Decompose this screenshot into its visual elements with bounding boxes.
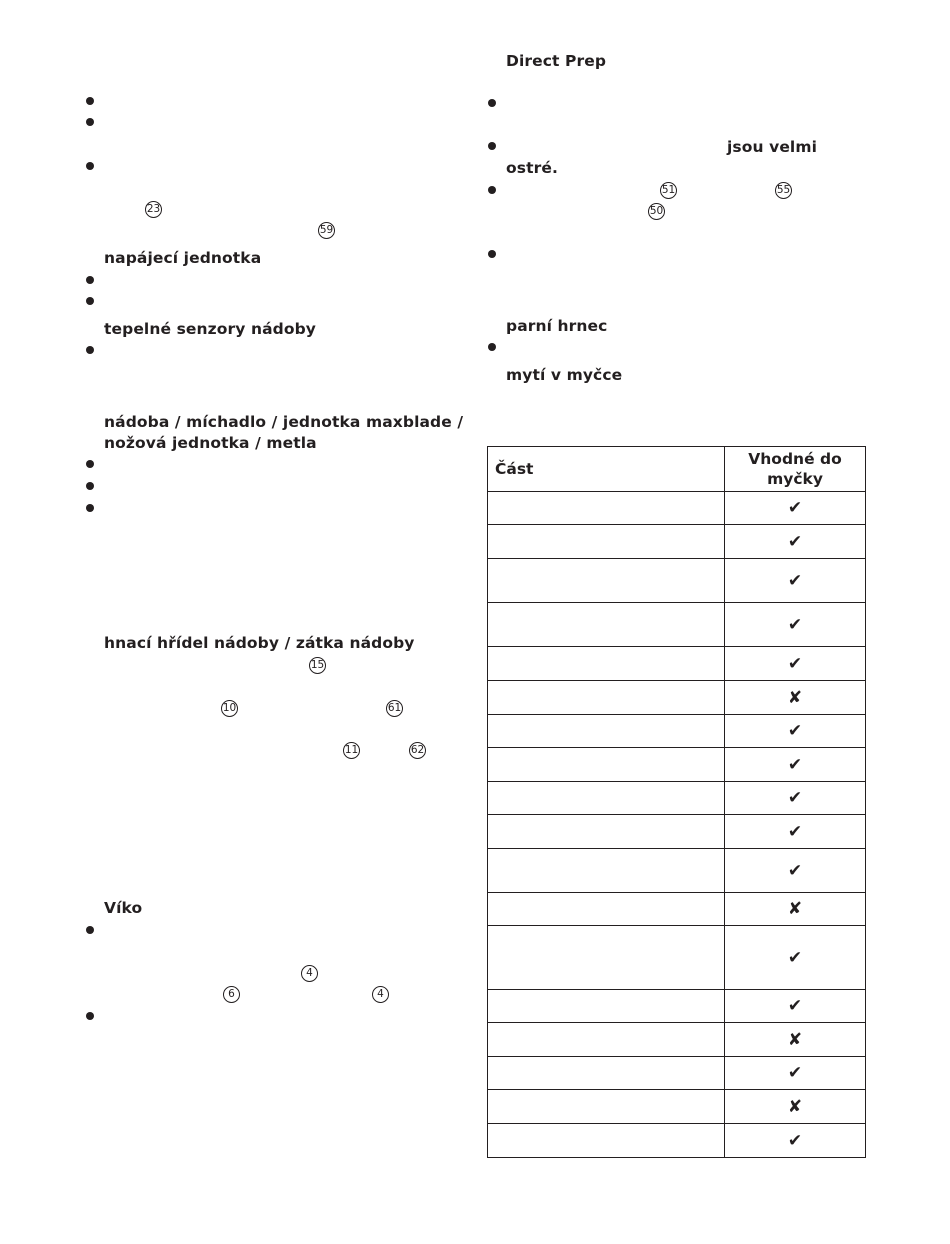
ref-number-23: 23	[145, 201, 162, 218]
part-cell	[488, 1057, 725, 1090]
table-row	[488, 715, 866, 748]
table-row	[488, 1057, 866, 1090]
part-cell	[488, 893, 725, 926]
bullet	[488, 142, 496, 150]
mark-cell: ✔	[725, 926, 866, 990]
heading-viko: Víko	[104, 899, 143, 917]
bullet	[86, 460, 94, 468]
ref-number-61: 61	[386, 700, 403, 717]
part-cell	[488, 559, 725, 603]
ref-number-6: 6	[223, 986, 240, 1003]
table-row	[488, 559, 866, 603]
bullet	[86, 504, 94, 512]
ref-number-55: 55	[775, 182, 792, 199]
table-row	[488, 849, 866, 893]
part-cell	[488, 926, 725, 990]
part-cell	[488, 1023, 725, 1057]
column-header-dishwasher-safe	[725, 447, 866, 492]
heading-napajeci-jednotka: napájecí jednotka	[104, 249, 262, 267]
header-safe-line2: myčky	[767, 470, 823, 488]
bullet	[488, 186, 496, 194]
table-row	[488, 748, 866, 782]
bullet	[86, 276, 94, 284]
ref-number-15: 15	[309, 657, 326, 674]
table-row	[488, 815, 866, 849]
table-row	[488, 1023, 866, 1057]
mark-cell: ✔	[725, 647, 866, 681]
dishwasher-safe-table	[487, 446, 866, 1158]
part-cell	[488, 715, 725, 748]
warning-velmi-ostre-2: ostré.	[506, 159, 558, 177]
header-safe-line1: Vhodné do	[748, 450, 842, 468]
bullet	[86, 297, 94, 305]
bullet	[86, 482, 94, 490]
heading-hnaci-hridel: hnací hřídel nádoby / zátka nádoby	[104, 634, 415, 652]
table-row	[488, 647, 866, 681]
mark-cell: ✔	[725, 849, 866, 893]
ref-number-10: 10	[221, 700, 238, 717]
bullet	[488, 343, 496, 351]
heading-nadoba-line1: nádoba / míchadlo / jednotka maxblade /	[104, 413, 464, 431]
part-cell	[488, 681, 725, 715]
mark-cell: ✔	[725, 715, 866, 748]
part-cell	[488, 647, 725, 681]
bullet	[86, 346, 94, 354]
ref-number-51: 51	[660, 182, 677, 199]
ref-number-11: 11	[343, 742, 360, 759]
table-row	[488, 926, 866, 990]
ref-number-50: 50	[648, 203, 665, 220]
heading-tepelne-senzory: tepelné senzory nádoby	[104, 320, 317, 338]
warning-velmi-ostre-1: jsou velmi	[727, 138, 818, 156]
mark-cell: ✔	[725, 1057, 866, 1090]
part-cell	[488, 525, 725, 559]
mark-cell: ✘	[725, 1090, 866, 1124]
ref-number-59: 59	[318, 222, 335, 239]
table-row	[488, 990, 866, 1023]
table-row	[488, 681, 866, 715]
bullet	[86, 926, 94, 934]
mark-cell: ✘	[725, 681, 866, 715]
ref-number-4: 4	[372, 986, 389, 1003]
part-cell	[488, 603, 725, 647]
heading-myti-v-mycce: mytí v myčce	[506, 366, 623, 384]
part-cell	[488, 748, 725, 782]
mark-cell: ✔	[725, 492, 866, 525]
mark-cell: ✘	[725, 1023, 866, 1057]
part-cell	[488, 990, 725, 1023]
bullet	[86, 1012, 94, 1020]
bullet	[86, 118, 94, 126]
column-header-part: Část	[488, 447, 725, 492]
table-row	[488, 782, 866, 815]
bullet	[488, 99, 496, 107]
mark-cell: ✔	[725, 603, 866, 647]
table-row	[488, 1090, 866, 1124]
part-cell	[488, 815, 725, 849]
mark-cell: ✔	[725, 990, 866, 1023]
mark-cell: ✘	[725, 893, 866, 926]
table-row	[488, 603, 866, 647]
bullet	[488, 250, 496, 258]
part-cell	[488, 782, 725, 815]
heading-nadoba-line2: nožová jednotka / metla	[104, 434, 317, 452]
mark-cell: ✔	[725, 1124, 866, 1158]
mark-cell: ✔	[725, 748, 866, 782]
heading-direct-prep: Direct Prep	[506, 52, 607, 70]
mark-cell: ✔	[725, 525, 866, 559]
ref-number-4: 4	[301, 965, 318, 982]
table-row	[488, 1124, 866, 1158]
mark-cell: ✔	[725, 559, 866, 603]
table-row	[488, 893, 866, 926]
table-row	[488, 525, 866, 559]
bullet	[86, 97, 94, 105]
ref-number-62: 62	[409, 742, 426, 759]
part-cell	[488, 849, 725, 893]
heading-parni-hrnec: parní hrnec	[506, 317, 608, 335]
table-row	[488, 492, 866, 525]
part-cell	[488, 1124, 725, 1158]
mark-cell: ✔	[725, 815, 866, 849]
bullet	[86, 162, 94, 170]
part-cell	[488, 1090, 725, 1124]
mark-cell: ✔	[725, 782, 866, 815]
part-cell	[488, 492, 725, 525]
